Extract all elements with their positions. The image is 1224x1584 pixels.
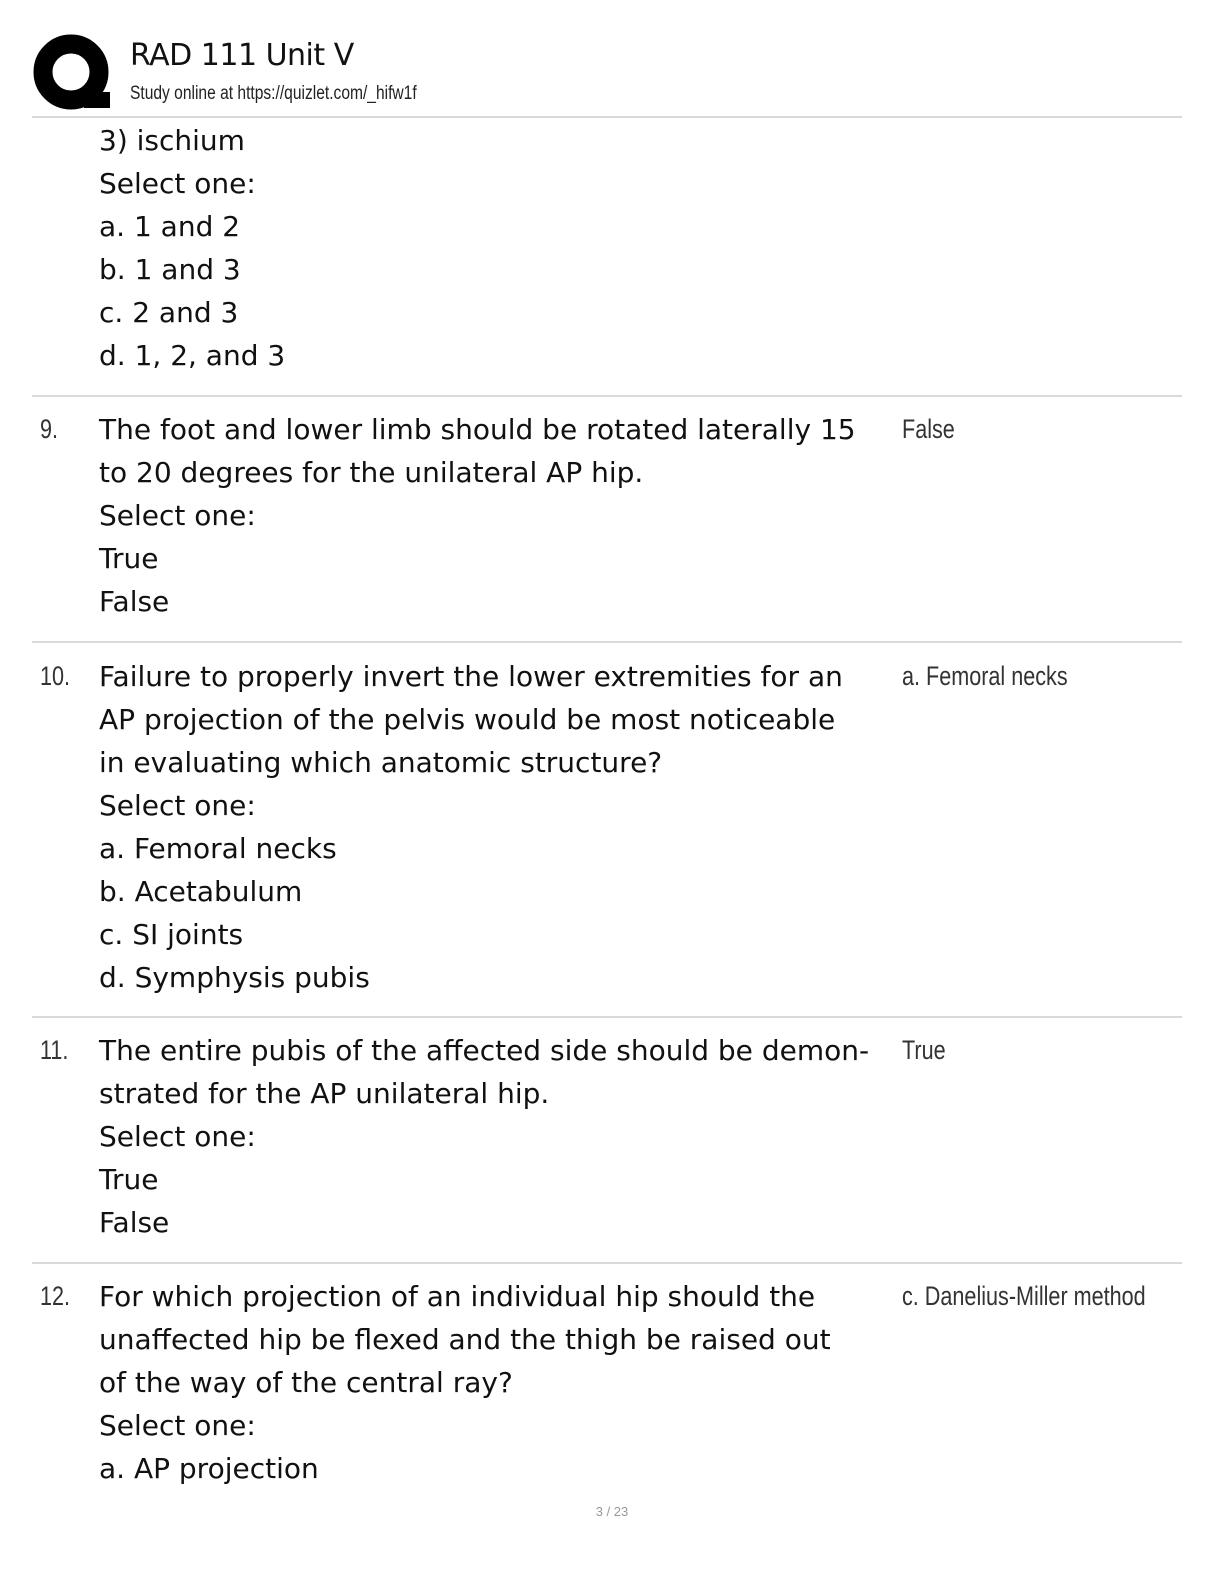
divider bbox=[32, 1262, 1182, 1264]
question-line: The foot and lower limb should be rotated laterally 15 bbox=[99, 413, 856, 446]
question-line: of the way of the central ray? bbox=[99, 1366, 513, 1399]
question-number: 10. bbox=[40, 661, 71, 691]
question-number: 11. bbox=[40, 1035, 69, 1065]
question-line: The entire pubis of the affected side should be demon- bbox=[99, 1034, 870, 1067]
option-list bbox=[99, 1447, 899, 1490]
select-one-label: Select one: bbox=[99, 1120, 256, 1153]
option-list bbox=[99, 537, 899, 623]
answer-text: c. Danelius-Miller method bbox=[902, 1281, 1146, 1311]
option-item: False bbox=[99, 585, 170, 618]
answer-text: a. Femoral necks bbox=[902, 661, 1068, 691]
option-item: c. 2 and 3 bbox=[99, 296, 239, 329]
question-text bbox=[99, 408, 899, 623]
question-line: in evaluating which anatomic structure? bbox=[99, 746, 663, 779]
option-item: b. Acetabulum bbox=[99, 875, 303, 908]
divider bbox=[32, 116, 1182, 118]
option-item: d. Symphysis pubis bbox=[99, 961, 370, 994]
question-text bbox=[99, 119, 899, 377]
option-list bbox=[99, 205, 899, 377]
select-one-label: Select one: bbox=[99, 789, 256, 822]
question-text bbox=[99, 1029, 899, 1244]
quizlet-logo-icon bbox=[32, 32, 114, 114]
set-title: RAD 111 Unit V bbox=[130, 38, 354, 73]
answer-text: True bbox=[902, 1035, 946, 1065]
divider bbox=[32, 641, 1182, 643]
question-number: 12. bbox=[40, 1281, 71, 1311]
question-line: AP projection of the pelvis would be most noticeable bbox=[99, 703, 836, 736]
option-list bbox=[99, 827, 899, 999]
question-line: Failure to properly invert the lower extremities for an bbox=[99, 660, 843, 693]
question-line: strated for the AP unilateral hip. bbox=[99, 1077, 550, 1110]
option-item: True bbox=[99, 542, 159, 575]
question-number: 9. bbox=[40, 414, 59, 444]
option-item: b. 1 and 3 bbox=[99, 253, 241, 286]
select-one-label: Select one: bbox=[99, 167, 256, 200]
select-one-label: Select one: bbox=[99, 499, 256, 532]
option-item: a. 1 and 2 bbox=[99, 210, 241, 243]
question-text bbox=[99, 655, 899, 999]
answer-text: False bbox=[902, 414, 955, 444]
option-item: d. 1, 2, and 3 bbox=[99, 339, 286, 372]
option-item: True bbox=[99, 1163, 159, 1196]
option-item: False bbox=[99, 1206, 170, 1239]
question-text bbox=[99, 1275, 899, 1490]
divider bbox=[32, 1016, 1182, 1018]
select-one-label: Select one: bbox=[99, 1409, 256, 1442]
question-line: 3) ischium bbox=[99, 124, 245, 157]
study-online-link[interactable]: Study online at https://quizlet.com/_hifw1f bbox=[130, 83, 417, 104]
option-item: c. SI joints bbox=[99, 918, 244, 951]
page-number: 3 / 23 bbox=[595, 1504, 629, 1519]
option-list bbox=[99, 1158, 899, 1244]
question-line: to 20 degrees for the unilateral AP hip. bbox=[99, 456, 644, 489]
option-item: a. AP projection bbox=[99, 1452, 319, 1485]
page-header bbox=[32, 32, 1182, 116]
divider bbox=[32, 395, 1182, 397]
question-line: unaffected hip be flexed and the thigh be raised out bbox=[99, 1323, 831, 1356]
option-item: a. Femoral necks bbox=[99, 832, 337, 865]
question-line: For which projection of an individual hip should the bbox=[99, 1280, 816, 1313]
